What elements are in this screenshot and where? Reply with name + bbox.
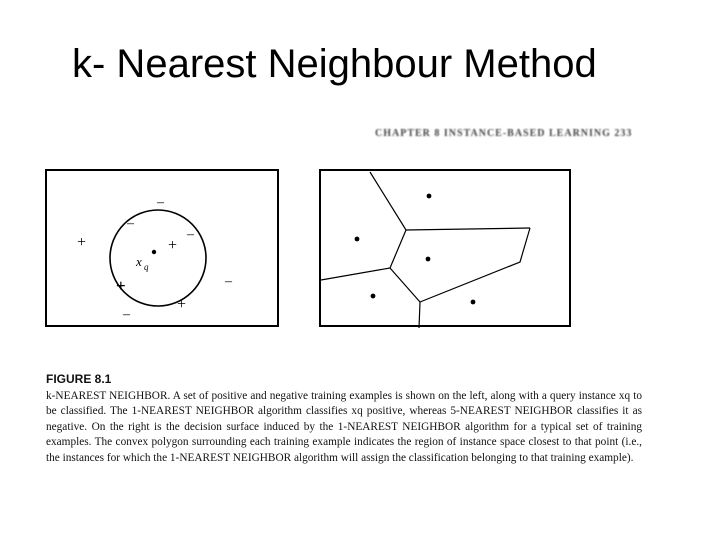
- negative-example: –: [225, 274, 232, 289]
- training-point: [471, 300, 476, 305]
- scanned-figure: [30, 128, 690, 528]
- negative-example: –: [127, 216, 134, 231]
- training-point: [355, 237, 360, 242]
- figure-caption: [46, 372, 642, 467]
- figure-panels: [30, 128, 690, 368]
- query-point: [152, 250, 156, 254]
- figure-label: FIGURE 8.1: [46, 372, 112, 386]
- negative-example: –: [123, 307, 130, 322]
- training-point: [426, 257, 431, 262]
- query-label: x: [136, 254, 142, 269]
- positive-example: +: [177, 296, 187, 313]
- scanned-page-header: CHAPTER 8 INSTANCE-BASED LEARNING 233: [375, 128, 633, 139]
- positive-example: +: [116, 276, 126, 295]
- negative-example: –: [157, 195, 164, 210]
- training-point: [371, 294, 376, 299]
- slide-title: k- Nearest Neighbour Method: [72, 42, 597, 86]
- training-point: [427, 194, 432, 199]
- right-panel-frame: [320, 170, 570, 326]
- caption-text: k-NEAREST NEIGHBOR. A set of positive and negative training examples is shown on the left, along with a query instance xq to be classified. The 1-NEAREST NEIGHBOR algorithm classifies xq positive, whereas 5-NEAREST NEIGHBOR classifies it as negative. On the right is the decision surface induced by the 1-NEAREST NEIGHBOR algorithm for a typical set of training examples. The convex polygon surrounding each training example indicates the region of instance space closest to that point (i.e., the instances for which the 1-NEAREST NEIGHBOR algorithm will assign the classification belonging to that training example).: [46, 389, 642, 464]
- negative-example: –: [187, 227, 194, 242]
- query-label-subscript: q: [144, 262, 149, 272]
- positive-example: +: [77, 234, 87, 251]
- voronoi-edges: [321, 172, 530, 328]
- positive-example: +: [168, 237, 178, 254]
